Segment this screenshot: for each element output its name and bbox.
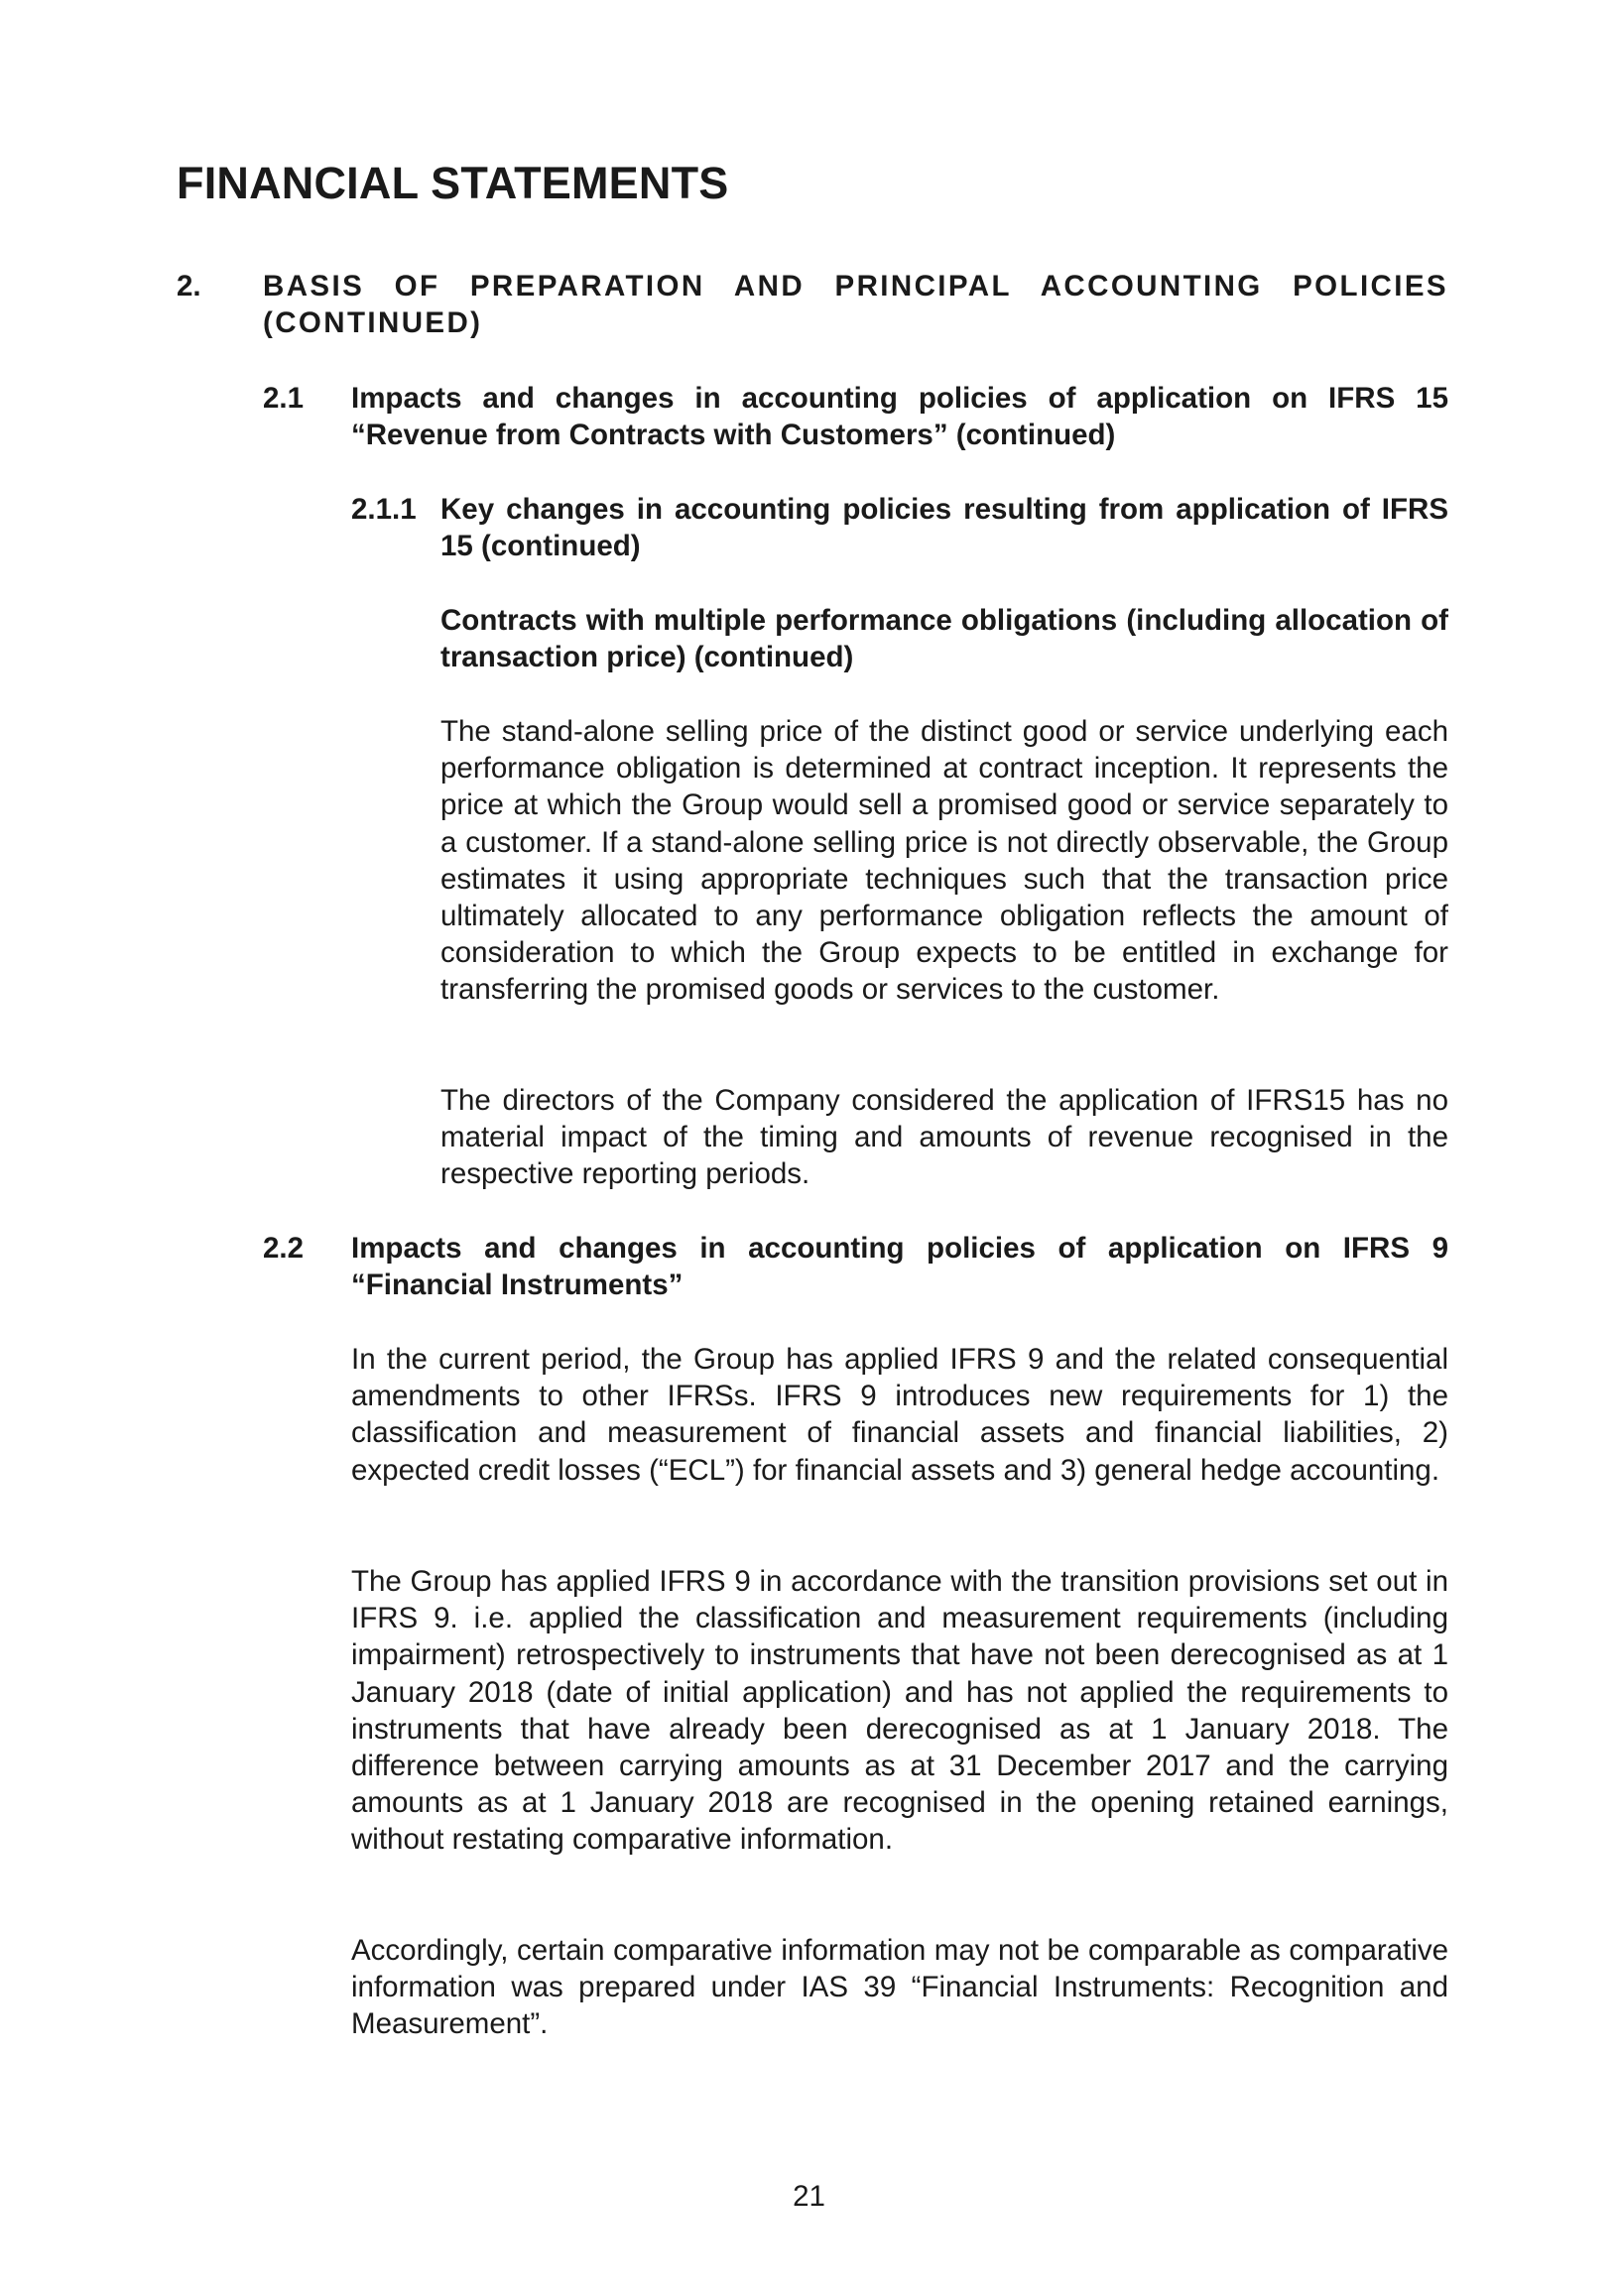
section-2-1-title: Impacts and changes in accounting policies of application on IFRS 15 “Revenue from Contracts with Customers” (continued) bbox=[351, 382, 1448, 451]
section-2-1-1-number: 2.1.1 bbox=[351, 493, 417, 526]
page-number: 21 bbox=[793, 2180, 825, 2213]
section-2-1-1-title: Key changes in accounting policies resulting from application of IFRS 15 (continued) bbox=[440, 493, 1448, 562]
section-2-2-paragraph-1: In the current period, the Group has applied IFRS 9 and the related consequential amendments to other IFRSs. IFRS 9 introduces new requirements for 1) the classification and measurement of financial assets and financial liabilities, 2) expected credit losses (“ECL”) for financial assets and 3) general hedge accounting. bbox=[351, 1343, 1448, 1487]
page-title: FINANCIAL STATEMENTS bbox=[177, 158, 729, 208]
section-2-title: BASIS OF PREPARATION AND PRINCIPAL ACCOUNTING POLICIES (CONTINUED) bbox=[263, 270, 1448, 339]
section-2-heading bbox=[177, 268, 1448, 341]
section-2-number: 2. bbox=[177, 270, 201, 302]
section-2-2-heading bbox=[263, 1230, 1448, 1303]
section-2-1-heading bbox=[263, 380, 1448, 453]
section-2-2-number: 2.2 bbox=[263, 1232, 305, 1265]
section-2-2-paragraph-3: Accordingly, certain comparative information may not be comparable as comparative information was prepared under IAS 39 “Financial Instruments: Recognition and Measurement”. bbox=[351, 1934, 1448, 2041]
section-2-1-1-paragraph-1: The stand-alone selling price of the distinct good or service underlying each performance obligation is determined at contract inception. It represents the price at which the Group would sell a promised good or service separately to a customer. If a stand-alone selling price is not directly observable, the Group estimates it using appropriate techniques such that the transaction price ultimately allocated to any performance obligation reflects the amount of consideration to which the Group expects to be entitled in exchange for transferring the promised goods or services to the customer. bbox=[440, 715, 1448, 1007]
section-2-1-1-heading bbox=[351, 491, 1448, 564]
section-2-1-1-subheading: Contracts with multiple performance obligations (including allocation of transaction price) (continued) bbox=[440, 604, 1448, 673]
section-2-2-title: Impacts and changes in accounting policies of application on IFRS 9 “Financial Instruments” bbox=[351, 1232, 1448, 1301]
section-2-1-number: 2.1 bbox=[263, 382, 305, 415]
section-2-2-paragraph-2: The Group has applied IFRS 9 in accordance with the transition provisions set out in IFRS 9. i.e. applied the classification and measurement requirements (including impairment) retrospectively to instruments that have not been derecognised as at 1 January 2018 (date of initial application) and has not applied the requirements to instruments that have already been derecognised as at 1 January 2018. The difference between carrying amounts as at 31 December 2017 and the carrying amounts as at 1 January 2018 are recognised in the opening retained earnings, without restating comparative information. bbox=[351, 1565, 1448, 1857]
section-2-1-1-paragraph-2: The directors of the Company considered the application of IFRS15 has no material impact of the timing and amounts of revenue recognised in the respective reporting periods. bbox=[440, 1084, 1448, 1191]
